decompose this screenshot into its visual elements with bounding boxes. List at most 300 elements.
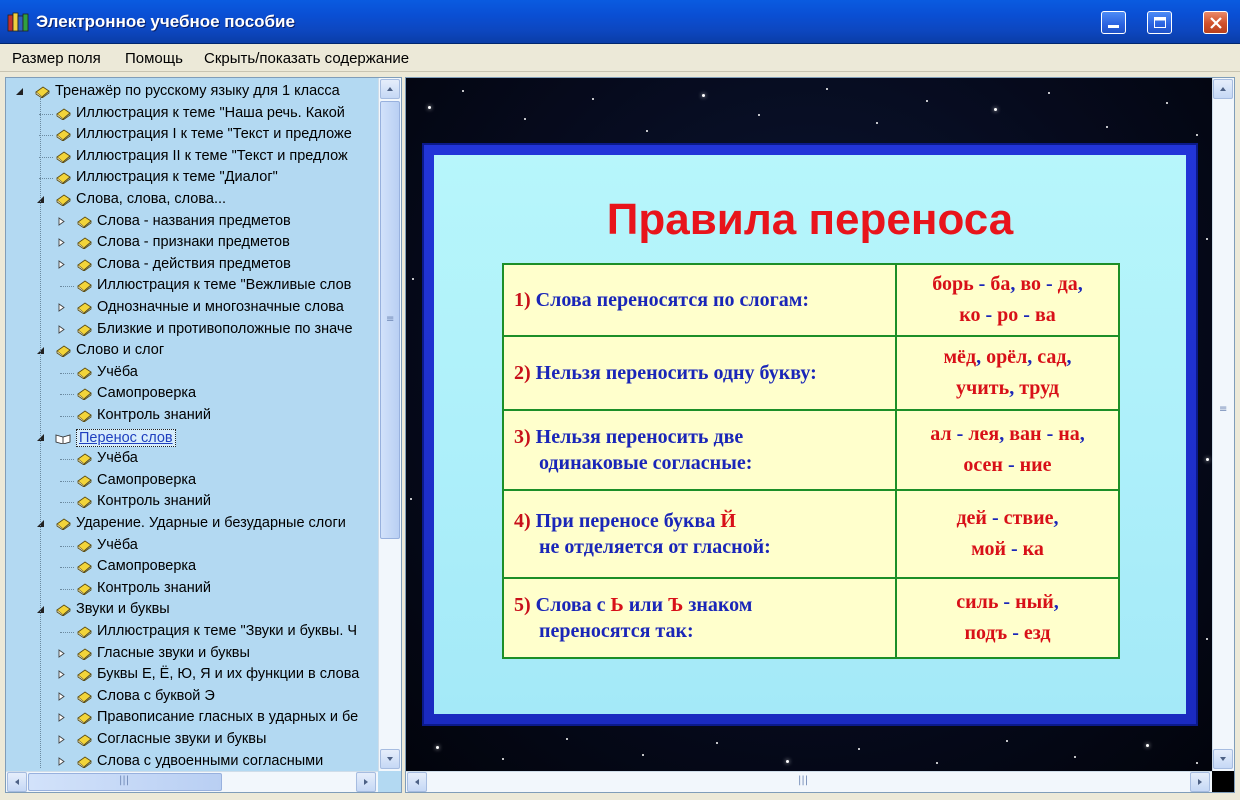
example-text: - — [986, 507, 1004, 529]
star-decoration — [1166, 102, 1168, 104]
example-cell — [896, 264, 1119, 336]
example-text: - — [980, 304, 998, 326]
tree-item-label: Учёба — [97, 450, 138, 467]
menu-bar — [0, 44, 1240, 72]
tree-item-label: Слова - действия предметов — [97, 255, 291, 272]
example-text: сад — [1037, 346, 1067, 368]
example-text: , — [1053, 591, 1059, 613]
content-vertical-scrollbar[interactable] — [1212, 78, 1234, 771]
tree-item[interactable] — [6, 212, 378, 233]
collapsed-triangle-icon[interactable] — [57, 713, 66, 722]
star-decoration — [1146, 744, 1149, 747]
arrow-up-icon — [1214, 80, 1232, 98]
tree-connector — [60, 502, 74, 503]
tree-item[interactable] — [6, 730, 378, 751]
example-text: , — [1079, 423, 1085, 445]
example-text: борь — [932, 273, 974, 295]
star-decoration — [1006, 740, 1008, 742]
book-icon — [76, 280, 92, 292]
tree-connector — [60, 373, 74, 374]
example-text: ал — [930, 423, 952, 445]
example-text: - — [1002, 454, 1020, 476]
example-text: - — [973, 273, 991, 295]
rule-text: Й — [720, 510, 736, 532]
book-icon — [55, 151, 71, 163]
example-text: ствие — [1003, 507, 1054, 529]
tree-item-label: Близкие и противоположные по значе — [97, 320, 353, 337]
tree-connector — [60, 394, 74, 395]
star-decoration — [876, 122, 878, 124]
tree-item[interactable] — [6, 644, 378, 665]
rule-text-cell — [503, 264, 896, 336]
example-cell — [896, 490, 1119, 578]
example-text: , — [1027, 346, 1038, 368]
example-text: да — [1057, 273, 1078, 295]
example-line — [897, 419, 1118, 450]
content-scroll-up-button[interactable] — [1213, 79, 1233, 99]
example-line — [897, 450, 1118, 481]
tree-item[interactable] — [6, 363, 378, 384]
example-text: - — [1018, 304, 1035, 326]
tree-item-label: Иллюстрация к теме "Диалог" — [76, 169, 278, 186]
tree-item-label: Перенос слов — [76, 429, 176, 447]
example-text: , — [1010, 273, 1021, 295]
tree-item[interactable] — [6, 341, 378, 362]
example-text: , — [976, 346, 987, 368]
example-text: , — [999, 423, 1010, 445]
example-line — [897, 342, 1118, 373]
book-icon — [76, 237, 92, 249]
example-line — [897, 618, 1118, 649]
tree-scroll-up-button[interactable] — [380, 79, 400, 99]
tree-scroll-left-button[interactable] — [7, 772, 27, 792]
tree-item[interactable] — [6, 125, 378, 146]
tree-item-label: Правописание гласных в ударных и бе — [97, 709, 359, 726]
rule-text: Слова переносятся по слогам: — [535, 289, 810, 311]
tree-item-label: Иллюстрация II к теме "Текст и предлож — [76, 147, 348, 164]
rule-text: При переносе буква — [535, 510, 721, 532]
tree-connector — [39, 178, 53, 179]
tree-item[interactable] — [6, 104, 378, 125]
example-text: , — [1077, 273, 1083, 295]
title-bar — [0, 0, 1240, 44]
tree-item-label: Тренажёр по русскому языку для 1 класса — [55, 83, 340, 99]
tree-item-label: Слова - названия предметов — [97, 212, 291, 229]
star-decoration — [702, 94, 705, 97]
example-text: ба — [990, 273, 1011, 295]
example-text: , — [1053, 507, 1059, 529]
star-decoration — [826, 88, 828, 90]
tree-connector — [39, 114, 53, 115]
rule-text: одинаковые согласные: — [539, 452, 753, 474]
example-text: дей — [956, 507, 987, 529]
book-icon — [76, 540, 92, 552]
book-icon — [55, 194, 71, 206]
content-scroll-down-button[interactable] — [1213, 749, 1233, 769]
tree-connector — [60, 459, 74, 460]
rule-text: Нельзя переносить две — [535, 426, 744, 448]
example-text: ван — [1009, 423, 1042, 445]
grip-icon: ≡ — [1219, 404, 1228, 415]
example-line — [897, 373, 1118, 404]
tree-connector — [60, 416, 74, 417]
example-text: езд — [1023, 622, 1051, 644]
rule-text: или — [623, 594, 669, 616]
collapsed-triangle-icon[interactable] — [57, 670, 66, 679]
collapsed-triangle-icon[interactable] — [57, 260, 66, 269]
star-decoration — [1206, 638, 1208, 640]
rule-line — [514, 592, 885, 618]
content-scroll-left-button[interactable] — [407, 772, 427, 792]
rule-row — [503, 410, 1119, 490]
rule-line — [514, 360, 885, 386]
book-icon — [76, 583, 92, 595]
tree-connector — [60, 286, 74, 287]
arrow-down-icon — [1214, 750, 1232, 768]
tree-item-label: Слова с буквой Э — [97, 687, 215, 704]
book-icon — [76, 259, 92, 271]
collapsed-triangle-icon[interactable] — [57, 692, 66, 701]
book-icon — [76, 626, 92, 638]
star-decoration — [502, 758, 504, 760]
example-text: ко — [959, 304, 981, 326]
maximize-icon — [1154, 17, 1166, 29]
tree-item[interactable] — [6, 536, 378, 557]
book-icon — [76, 388, 92, 400]
menu-help[interactable]: Помощь — [125, 50, 183, 67]
tree-item[interactable] — [6, 428, 378, 449]
tree-connector — [39, 135, 53, 136]
rule-text: Ь — [610, 594, 624, 616]
example-text: ро — [997, 304, 1019, 326]
rule-line — [514, 534, 885, 560]
book-icon — [55, 518, 71, 530]
grip-icon: ||| — [798, 775, 809, 786]
tree-item[interactable] — [6, 687, 378, 708]
content-scroll-right-button[interactable] — [1190, 772, 1210, 792]
tree-item-label: Слова - признаки предметов — [97, 234, 290, 251]
star-decoration — [412, 278, 414, 280]
tree-item[interactable] — [6, 276, 378, 297]
rule-row — [503, 264, 1119, 336]
example-text: на — [1058, 423, 1080, 445]
rule-line — [514, 287, 885, 313]
tree-item[interactable] — [6, 168, 378, 189]
tree-item-label: Однозначные и многозначные слова — [97, 299, 344, 315]
book-icon — [76, 367, 92, 379]
tree-item[interactable] — [6, 320, 378, 341]
tree-item-label: Слова, слова, слова... — [76, 191, 227, 207]
tree-item-label: Звуки и буквы — [76, 601, 170, 618]
example-text: ва — [1034, 304, 1056, 326]
example-text: лея — [968, 423, 1000, 445]
tree-connector — [60, 546, 74, 547]
rule-text-cell — [503, 578, 896, 658]
example-text: - — [1007, 622, 1024, 644]
tree-vertical-scrollbar[interactable] — [378, 78, 401, 771]
star-decoration — [524, 118, 526, 120]
minimize-icon — [1108, 25, 1119, 29]
collapsed-triangle-icon[interactable] — [57, 303, 66, 312]
tree-hscroll-thumb[interactable] — [28, 773, 222, 791]
tree-item-label: Самопроверка — [97, 385, 197, 402]
star-decoration — [758, 114, 760, 116]
tree-item[interactable] — [6, 492, 378, 513]
rule-line — [514, 424, 885, 450]
rule-row — [503, 490, 1119, 578]
example-line — [897, 503, 1118, 534]
tree-item[interactable] — [6, 752, 378, 773]
book-icon — [76, 302, 92, 314]
tree-item-label: Слово и слог — [76, 342, 165, 359]
star-decoration — [1074, 756, 1076, 758]
tree-connector — [39, 157, 53, 158]
tree-item-label: Ударение. Ударные и безударные слоги — [76, 515, 346, 531]
star-decoration — [786, 760, 789, 763]
arrow-right-icon — [357, 773, 375, 791]
rule-row — [503, 336, 1119, 410]
example-cell — [896, 336, 1119, 410]
example-text: ние — [1019, 454, 1052, 476]
book-icon — [76, 669, 92, 681]
example-text: - — [951, 423, 969, 445]
rule-line — [514, 618, 885, 644]
star-decoration — [716, 742, 718, 744]
star-decoration — [1048, 92, 1050, 94]
window-title: Электронное учебное пособие — [36, 12, 295, 31]
tree-item-label: Учёба — [97, 536, 138, 553]
menu-toggle-contents[interactable]: Скрыть/показать содержание — [204, 50, 410, 67]
book-icon — [76, 734, 92, 746]
star-decoration — [428, 106, 431, 109]
arrow-left-icon — [408, 773, 426, 791]
collapsed-triangle-icon[interactable] — [57, 217, 66, 226]
collapsed-triangle-icon[interactable] — [57, 649, 66, 658]
slide-frame — [422, 143, 1198, 726]
star-decoration — [936, 762, 938, 764]
star-decoration — [592, 98, 594, 100]
rule-line — [514, 508, 885, 534]
example-text: - — [1041, 423, 1059, 445]
example-text: труд — [1019, 377, 1059, 399]
rule-number: 3) — [514, 426, 531, 448]
menu-field-size[interactable]: Размер поля — [12, 50, 101, 67]
tree-item[interactable] — [6, 449, 378, 470]
rule-text: Слова с — [535, 594, 611, 616]
arrow-left-icon — [8, 773, 26, 791]
rule-number: 5) — [514, 594, 531, 616]
rule-text: Ъ — [668, 594, 684, 616]
example-line — [897, 269, 1118, 300]
tree-item[interactable] — [6, 471, 378, 492]
book-icon — [55, 129, 71, 141]
slide — [434, 155, 1186, 714]
tree-item[interactable] — [6, 255, 378, 276]
close-button[interactable] — [1203, 11, 1228, 34]
example-cell — [896, 578, 1119, 658]
rule-row — [503, 578, 1119, 658]
example-text: учить — [956, 377, 1010, 399]
book-icon — [76, 561, 92, 573]
tree-scroll-down-button[interactable] — [380, 749, 400, 769]
tree-item[interactable] — [6, 708, 378, 729]
tree-item-label: Согласные звуки и буквы — [97, 731, 267, 747]
tree-horizontal-scrollbar[interactable] — [6, 771, 378, 792]
tree-scroll-thumb[interactable] — [380, 101, 400, 539]
slide-title: Правила переноса — [606, 195, 1014, 244]
rule-text-cell — [503, 336, 896, 410]
example-text: силь — [956, 591, 999, 613]
tree-item[interactable] — [6, 622, 378, 643]
example-text: - — [998, 591, 1016, 613]
book-icon — [76, 216, 92, 228]
book-icon — [76, 712, 92, 724]
tree-connector — [60, 567, 74, 568]
book-icon — [76, 648, 92, 660]
tree-item-label: Учёба — [97, 363, 138, 380]
tree-connector — [60, 481, 74, 482]
rule-text: переносятся так: — [539, 620, 694, 642]
star-decoration — [462, 90, 464, 92]
book-icon — [55, 604, 71, 616]
example-text: мёд — [943, 346, 977, 368]
starry-background — [406, 78, 1212, 771]
tree-item-label: Иллюстрация к теме "Вежливые слов — [97, 277, 352, 294]
tree-item-label: Иллюстрация к теме "Звуки и буквы. Ч — [97, 623, 358, 639]
tree-item-label: Буквы Е, Ё, Ю, Я и их функции в слова — [97, 666, 360, 683]
grip-icon: ≡ — [386, 314, 395, 325]
tree-item[interactable] — [6, 298, 378, 319]
book-icon — [55, 172, 71, 184]
tree-scroll-right-button[interactable] — [356, 772, 376, 792]
tree-connector — [60, 632, 74, 633]
expanded-triangle-icon[interactable] — [15, 87, 24, 96]
grip-icon: ||| — [119, 775, 130, 786]
star-decoration — [646, 130, 648, 132]
tree-item[interactable] — [6, 514, 378, 535]
example-text: подъ — [964, 622, 1008, 644]
tree-item[interactable] — [6, 665, 378, 686]
example-text: ный — [1015, 591, 1054, 613]
tree-item-label: Гласные звуки и буквы — [97, 644, 250, 661]
example-line — [897, 300, 1118, 331]
book-icon — [55, 345, 71, 357]
star-decoration — [1106, 126, 1108, 128]
tree-item[interactable] — [6, 600, 378, 621]
book-icon — [55, 108, 71, 120]
rule-text: не отделяется от гласной: — [539, 536, 771, 558]
tree-item[interactable] — [6, 579, 378, 600]
maximize-button[interactable] — [1147, 11, 1172, 34]
example-text: - — [1040, 273, 1058, 295]
tree-item[interactable] — [6, 190, 378, 211]
book-icon — [76, 410, 92, 422]
book-icon — [76, 453, 92, 465]
rule-number: 1) — [514, 289, 531, 311]
example-text: осен — [963, 454, 1003, 476]
tree-item-label: Иллюстрация I к теме "Текст и предложе — [76, 126, 352, 143]
star-decoration — [410, 498, 412, 500]
rule-number: 2) — [514, 362, 531, 384]
star-decoration — [994, 108, 997, 111]
book-icon — [76, 496, 92, 508]
star-decoration — [436, 746, 439, 749]
example-text: , — [1009, 377, 1020, 399]
content-horizontal-scrollbar[interactable] — [406, 771, 1212, 792]
rule-text: Нельзя переносить одну букву: — [535, 362, 817, 384]
rules-table — [502, 263, 1120, 659]
collapsed-triangle-icon[interactable] — [57, 735, 66, 744]
star-decoration — [642, 754, 644, 756]
rule-text-cell — [503, 490, 896, 578]
tree-item[interactable] — [6, 557, 378, 578]
star-decoration — [1206, 458, 1209, 461]
rule-number: 4) — [514, 510, 531, 532]
book-icon — [34, 86, 50, 98]
collapsed-triangle-icon[interactable] — [57, 325, 66, 334]
content-area — [405, 77, 1235, 793]
tree-guide-line — [40, 98, 41, 768]
tree-item[interactable] — [6, 147, 378, 168]
open-book-icon — [55, 432, 71, 444]
rule-line — [514, 450, 885, 476]
tree-item-label: Контроль знаний — [97, 493, 211, 510]
arrow-down-icon — [381, 750, 399, 768]
rule-text-cell — [503, 410, 896, 490]
tree-item[interactable] — [6, 233, 378, 254]
example-text: во — [1020, 273, 1041, 295]
rule-text: знаком — [683, 594, 753, 616]
star-decoration — [566, 738, 568, 740]
example-text: - — [1005, 538, 1023, 560]
star-decoration — [1206, 238, 1208, 240]
collapsed-triangle-icon[interactable] — [57, 757, 66, 766]
contents-tree — [5, 77, 402, 793]
example-cell — [896, 410, 1119, 490]
example-line — [897, 587, 1118, 618]
book-icon — [76, 475, 92, 487]
close-icon — [1210, 17, 1222, 29]
book-icon — [76, 691, 92, 703]
example-text: мой — [971, 538, 1006, 560]
tree-item-label: Иллюстрация к теме "Наша речь. Какой — [76, 104, 345, 121]
tree-item-label: Контроль знаний — [97, 407, 211, 423]
arrow-right-icon — [1191, 773, 1209, 791]
tree-item[interactable] — [6, 384, 378, 405]
tree-item[interactable] — [6, 82, 378, 103]
book-icon — [76, 756, 92, 768]
arrow-up-icon — [381, 80, 399, 98]
tree-item-label: Слова с удвоенными согласными — [97, 752, 324, 769]
example-text: орёл — [986, 346, 1028, 368]
example-line — [897, 534, 1118, 565]
tree-item-label: Самопроверка — [97, 558, 197, 575]
tree-item-label: Контроль знаний — [97, 579, 211, 596]
books-icon[interactable] — [7, 12, 29, 32]
star-decoration — [858, 748, 860, 750]
tree-item[interactable] — [6, 406, 378, 427]
minimize-button[interactable] — [1101, 11, 1126, 34]
collapsed-triangle-icon[interactable] — [57, 238, 66, 247]
star-decoration — [1196, 134, 1198, 136]
tree-connector — [60, 589, 74, 590]
book-icon — [76, 324, 92, 336]
star-decoration — [926, 100, 928, 102]
tree-item-label: Самопроверка — [97, 471, 197, 488]
star-decoration — [1196, 762, 1198, 764]
example-text: ка — [1022, 538, 1044, 560]
example-text: , — [1066, 346, 1072, 368]
